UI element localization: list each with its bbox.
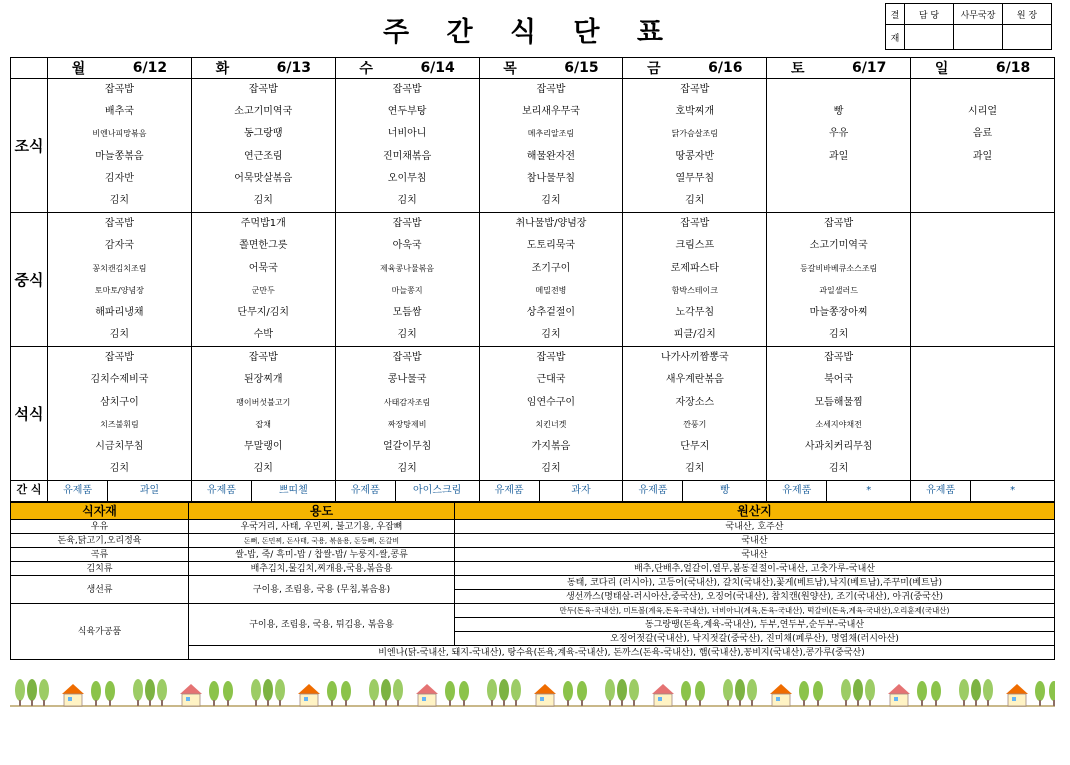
weekly-menu-table [10,57,1055,502]
menu-item: 사과치커리무침 [804,441,873,452]
day-name: 금 [647,61,661,77]
origin-country: 국내산 [455,548,1055,562]
approval-label-bottom: 재 [886,25,905,50]
menu-item: 콩나물국 [387,374,427,386]
snack-dairy: 유제품 [480,481,540,501]
menu-item: 아욱국 [392,240,422,252]
origin-table [10,502,1055,660]
menu-cell [335,213,479,347]
menu-cell [767,79,911,213]
day-header-wed [335,58,479,79]
menu-item [767,190,910,212]
menu-item: 연두부탕 [387,106,427,118]
menu-item: 근대국 [536,374,566,386]
menu-item [911,258,1054,280]
meal-rows [11,79,1055,481]
origin-ingredient: 우유 [11,520,189,534]
meal-row [11,213,1055,347]
menu-item: 단무지 [680,441,710,452]
day-date: 6/15 [564,60,599,76]
approval-header-3: 원 장 [1003,4,1052,25]
menu-item: 단무지/김치 [237,306,290,318]
snack-dairy: 유제품 [336,481,396,501]
origin-country: 오징어젓갈(국내산), 낙지젓갈(중국산), 진미채(페루산), 명엽채(러시아산) [455,632,1055,646]
menu-item: 소고기미역국 [809,240,868,252]
menu-item: 잡곡밥 [680,218,710,230]
menu-item: 김치 [685,194,705,206]
menu-item: 된장찌개 [243,374,283,386]
menu-item: 김치 [541,463,561,475]
day-header-fri [623,58,767,79]
menu-item: 깐풍기 [683,419,707,429]
menu-item: 소세지야채전 [815,419,862,429]
origin-country: 생선까스(명태살-러시아산,중국산), 오징어(국내산), 참치캔(원양산), 조기(국내산), 아귀(중국산) [455,590,1055,604]
origin-row [11,520,1055,534]
snack-row [11,481,1055,502]
origin-usage: 구이용, 조림용, 국용 (무침,볶음용) [189,576,455,604]
menu-cell [48,213,192,347]
day-header-sat [767,58,911,79]
menu-item: 너비아니 [387,128,427,140]
menu-item: 열무무침 [675,172,715,184]
menu-item: 모듬해물찜 [814,396,863,408]
origin-header-usage: 용도 [189,503,455,520]
menu-item [911,324,1054,346]
menu-item: 마늘쫑볶음 [95,150,144,162]
snack-item: 아이스크림 [413,485,462,497]
menu-item: 김치수제비국 [90,374,149,386]
day-date: 6/13 [276,60,311,76]
approval-header-2: 사무국장 [954,4,1003,25]
menu-item: 잡곡밥 [104,352,134,364]
menu-item: 제육콩나물볶음 [380,263,435,273]
origin-ingredient: 식육가공품 [11,604,189,660]
menu-item: 어묵국 [248,262,278,274]
menu-item: 과일 [972,150,993,162]
day-date: 6/12 [132,60,168,76]
origin-row-processed [11,604,1055,618]
origin-header-row [11,503,1055,520]
menu-item: 과일 [828,150,849,162]
origin-usage: 우국거리, 사태, 우민찌, 불고기용, 우잡뼈 [189,520,455,534]
menu-cell [479,213,623,347]
menu-item: 취나물밥/양념장 [515,218,587,230]
menu-item: 땅콩자반 [675,150,715,162]
menu-item: 김치 [397,194,417,206]
menu-item: 김치 [828,463,849,475]
menu-item: 잡곡밥 [104,84,134,95]
day-name: 수 [359,61,373,77]
day-header-row [11,58,1055,79]
menu-item: 호박찌개 [675,106,715,118]
menu-item: 마늘쫑지 [391,285,423,295]
approval-label-top: 결 [886,4,905,25]
menu-item: 모듬쌈 [392,306,422,318]
snack-dairy: 유제품 [623,481,683,501]
snack-cell [191,481,335,502]
menu-item: 얼갈이무침 [382,441,432,452]
menu-item: 음료 [972,128,993,140]
menu-item [911,168,1054,190]
day-header-mon [48,58,192,79]
origin-row [11,548,1055,562]
menu-item: 사태감자조림 [383,397,431,407]
menu-item: 김치 [253,463,273,475]
menu-cell [335,79,479,213]
snack-cell [479,481,623,502]
menu-item [911,79,1054,101]
approval-sign-1[interactable] [905,25,954,50]
menu-cell [335,347,479,481]
menu-cell [191,347,335,481]
menu-item: 삼치구이 [100,396,139,408]
menu-item: 닭가슴살조림 [671,129,718,139]
menu-item: 김치 [109,194,130,206]
approval-box [885,3,1052,50]
origin-row [11,562,1055,576]
menu-item: 김치 [109,463,130,475]
origin-country: 국내산 [455,534,1055,548]
day-name: 목 [503,61,517,77]
menu-item: 잡곡밥 [824,352,854,364]
origin-country: 비엔나(닭-국내산, 돼지-국내산), 탕수육(돈육,계육-국내산), 돈까스(돈육-국내산), 햄(국내산),꽁비지(국내산),콩가루(중국산) [189,646,1055,660]
menu-item: 꽁치캔김치조림 [92,263,147,273]
menu-item [911,436,1054,458]
meal-label: 중식 [11,213,48,347]
menu-item: 등갈비바베큐소스조림 [800,263,878,273]
menu-item: 시리얼 [968,106,998,118]
day-header-sun [911,58,1055,79]
menu-cell [479,79,623,213]
menu-item: 잡곡밥 [104,218,134,230]
meal-row [11,347,1055,481]
village-decoration-icon [10,676,1055,710]
snack-item: * [1010,485,1016,497]
origin-usage: 쌀-밥, 죽/ 흑미-밥 / 찹쌀-밥/ 누룽지-쌀,콩류 [189,548,455,562]
menu-item: 수박 [253,329,273,341]
day-date: 6/14 [420,60,455,76]
menu-item: 주먹밥1개 [240,218,286,230]
menu-item: 자장소스 [675,396,715,408]
origin-country: 만두(돈육-국내산), 미트볼(계육,돈육-국내산), 너비아니(계육,돈육-국내산), 떡갈비(돈육,계육-국내산),오리훈제(국내산) [455,604,1055,618]
menu-item: 진미채볶음 [382,150,432,162]
origin-ingredient: 생선류 [11,576,189,604]
menu-item: 과일샐러드 [819,285,858,295]
menu-item: 가지볶음 [531,441,571,452]
origin-usage: 구이용, 조림용, 국용, 튀김용, 볶음용 [189,604,455,646]
menu-cell [911,347,1055,481]
menu-item: 상추겉절이 [526,306,576,318]
menu-item: 팽이버섯불고기 [236,397,291,407]
origin-ingredient: 김치류 [11,562,189,576]
menu-cell [767,213,911,347]
menu-item: 임연수구이 [526,396,576,408]
origin-row-fish [11,576,1055,590]
origin-country: 배추,단배추,얼갈이,열무,봄동겉절이-국내산, 고춧가루-국내산 [455,562,1055,576]
menu-cell [767,347,911,481]
menu-item [767,79,910,101]
origin-usage: 배추김치,물김치,찌개용,국용,볶음용 [189,562,455,576]
day-date: 6/18 [995,60,1031,76]
origin-header-origin: 원산지 [455,503,1055,520]
menu-item: 로제파스타 [670,262,719,274]
menu-item: 잡곡밥 [248,352,278,364]
menu-item: 잡곡밥 [824,218,854,230]
menu-item: 동그랑땡 [243,128,283,140]
menu-item: 김치 [109,329,130,341]
origin-ingredient: 돈육,닭고기,오리정육 [11,534,189,548]
menu-item: 감자국 [104,240,134,252]
menu-item: 시금치무침 [95,441,144,452]
menu-item: 배추국 [104,106,134,118]
approval-sign-2[interactable] [954,25,1003,50]
menu-item: 해파리냉채 [95,306,144,318]
snack-cell [48,481,192,502]
origin-row [11,534,1055,548]
menu-item: 치즈불휘림 [100,419,139,429]
menu-item: 잡곡밥 [392,352,422,364]
menu-item: 쫄면한그릇 [239,240,288,252]
snack-item: 과자 [571,485,591,497]
approval-header-1: 담 당 [905,4,954,25]
menu-item [911,235,1054,257]
menu-item: 비엔나피망볶음 [92,129,147,139]
day-header-thu [479,58,623,79]
snack-dairy: 유제품 [48,481,108,501]
menu-item [911,302,1054,324]
page-title: 주 간 식 단 표 [382,17,677,48]
menu-item: 군만두 [251,285,275,295]
day-header-tue [191,58,335,79]
menu-item: 우유 [828,128,849,140]
meal-label: 조식 [11,79,48,213]
menu-item: 김치 [541,194,561,206]
menu-cell [623,79,767,213]
menu-item [911,458,1054,480]
menu-item: 나가사끼짬뽕국 [660,352,729,364]
snack-cell [623,481,767,502]
origin-country: 국내산, 호주산 [455,520,1055,534]
menu-item [767,168,910,190]
menu-cell [191,79,335,213]
menu-item: 김치 [685,463,705,475]
day-name: 월 [71,61,86,77]
snack-item: 빵 [720,485,730,497]
menu-item: 해물완자전 [526,150,576,162]
menu-item: 김자반 [104,172,134,184]
origin-country: 동태, 코다리 (러시아), 고등어(국내산), 갈치(국내산),꽃게(베트남),낙지(베트남),주꾸미(베트남) [455,576,1055,590]
menu-cell [623,213,767,347]
menu-item: 노각무침 [675,306,715,318]
menu-item: 토마토/양념장 [94,285,144,295]
snack-label: 간 식 [11,481,48,502]
meal-row [11,79,1055,213]
menu-item [911,392,1054,414]
snack-cell [911,481,1055,502]
menu-item [911,190,1054,212]
menu-item: 짜장탕제비 [387,419,427,429]
day-date: 6/16 [708,60,743,76]
snack-item: 과일 [139,485,160,497]
menu-item [911,280,1054,302]
menu-cell [911,79,1055,213]
menu-item: 오이무침 [387,172,427,184]
menu-cell [479,347,623,481]
day-name: 토 [790,61,805,77]
menu-item: 피클/김치 [673,329,716,341]
origin-ingredient: 곡류 [11,548,189,562]
menu-item: 어묵맛살볶음 [234,172,293,184]
menu-item: 참나물무침 [526,172,576,184]
snack-dairy: 유제품 [911,481,971,501]
menu-item: 함박스테이크 [671,285,718,295]
snack-dairy: 유제품 [192,481,252,501]
snack-cell [335,481,479,502]
day-name: 화 [215,61,230,77]
menu-item [911,414,1054,436]
menu-item: 잡곡밥 [680,84,710,95]
menu-item: 조기구이 [531,262,571,274]
day-date: 6/17 [851,60,887,76]
menu-cell [911,213,1055,347]
origin-usage: 돈뼈, 돈민찌, 돈사태, 국용, 볶음용, 돈등뼈, 돈갈비 [189,534,455,548]
menu-item: 보리새우무국 [521,106,580,118]
meal-label: 석식 [11,347,48,481]
menu-item: 김치 [828,329,849,341]
origin-header-ingredient: 식자재 [11,503,189,520]
snack-item: * [866,485,872,497]
menu-item: 잡곡밥 [248,84,278,95]
menu-cell [191,213,335,347]
menu-item: 치킨너겟 [535,419,567,429]
menu-item: 빵 [833,106,844,118]
menu-item: 김치 [253,194,273,206]
menu-item [911,369,1054,391]
menu-cell [48,79,192,213]
menu-item [911,213,1054,235]
menu-cell [48,347,192,481]
snack-dairy: 유제품 [767,481,827,501]
menu-item [911,347,1054,369]
day-name: 일 [934,61,949,77]
menu-item: 새우계란볶음 [665,374,724,386]
menu-item: 잡곡밥 [536,84,566,95]
menu-item: 무말랭이 [243,441,283,452]
corner-cell [11,58,48,79]
menu-item: 김치 [541,329,561,341]
menu-item: 메밀전병 [535,285,567,295]
menu-item: 연근조림 [243,150,283,162]
approval-sign-3[interactable] [1003,25,1052,50]
menu-item: 잡곡밥 [392,84,422,95]
menu-cell [623,347,767,481]
menu-item: 잡곡밥 [392,218,422,230]
menu-item: 소고기미역국 [234,106,293,118]
menu-item: 잡곡밥 [536,352,566,364]
snack-item: 쁘띠첼 [278,485,308,497]
menu-item: 크림스프 [675,240,715,252]
menu-item: 도토리묵국 [526,240,576,252]
menu-item: 북어국 [824,374,854,386]
snack-cell [767,481,911,502]
menu-item: 마늘쫑장아찌 [809,306,868,318]
menu-item: 잡채 [255,419,271,429]
menu-item: 메추리알조림 [527,129,575,139]
menu-item: 김치 [397,463,417,475]
origin-country: 동그랑땡(돈육,계육-국내산), 두부,연두부,순두부-국내산 [455,618,1055,632]
menu-item: 김치 [397,329,417,341]
